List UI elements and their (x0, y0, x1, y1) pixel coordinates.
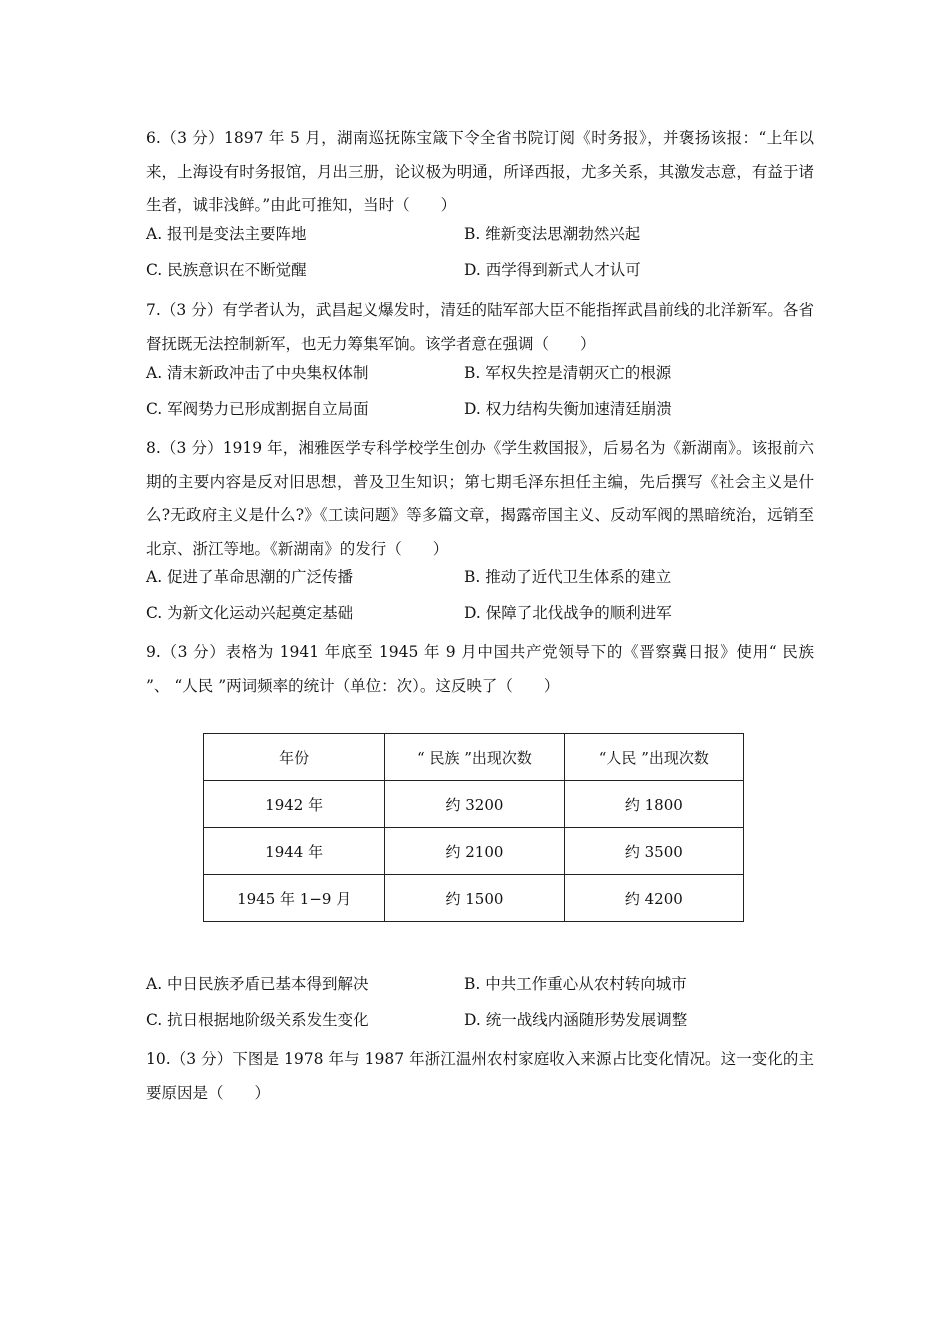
table-row (204, 875, 744, 922)
table-cell: 1944 年 (204, 828, 385, 875)
table-header-minzu: “ 民族 ”出现次数 (385, 734, 564, 781)
table-row (204, 781, 744, 828)
question-8-option-d[interactable]: D. 保障了北伐战争的顺利进军 (464, 604, 672, 622)
question-10-stem: 10.（3 分）下图是 1978 年与 1987 年浙江温州农村家庭收入来源占比变化情况。这一变化的主要原因是（ ） (146, 1050, 814, 1102)
table-cell: 约 3200 (385, 781, 564, 828)
question-9-option-a[interactable]: A. 中日民族矛盾已基本得到解决 (146, 975, 369, 993)
question-6-stem: 6.（3 分）1897 年 5 月，湖南巡抚陈宝箴下令全省书院订阅《时务报》，并褒扬该报：“上年以来，上海设有时务报馆，月出三册，论议极为明通，所译西报，尤多关系，其激发志意，有益于诸生者，诚非浅鲜。”由此可推知，当时（ ） (146, 129, 814, 214)
frequency-table (203, 733, 744, 922)
table-header-row (204, 734, 744, 781)
table-cell: 1942 年 (204, 781, 385, 828)
question-8-option-b[interactable]: B. 推动了近代卫生体系的建立 (464, 568, 672, 586)
table-cell: 约 2100 (385, 828, 564, 875)
table-header-year: 年份 (204, 734, 385, 781)
question-9-stem: 9.（3 分）表格为 1941 年底至 1945 年 9 月中国共产党领导下的《晋察冀日报》使用“ 民族 ”、 “人民 ”两词频率的统计（单位：次）。这反映了（ ） (146, 643, 814, 695)
table-header-renmin: “人民 ”出现次数 (564, 734, 743, 781)
question-7-stem: 7.（3 分）有学者认为，武昌起义爆发时，清廷的陆军部大臣不能指挥武昌前线的北洋新军。各省督抚既无法控制新军，也无力筹集军饷。该学者意在强调（ ） (146, 301, 814, 353)
question-8-option-c[interactable]: C. 为新文化运动兴起奠定基础 (146, 604, 354, 622)
table-cell: 约 3500 (564, 828, 743, 875)
question-8-stem: 8.（3 分）1919 年，湘雅医学专科学校学生创办《学生救国报》，后易名为《新湖南》。该报前六期的主要内容是反对旧思想，普及卫生知识；第七期毛泽东担任主编，先后撰写《社会主义是什么?无政府主义是什么?》《工读问题》等多篇文章，揭露帝国主义、反动军阀的黑暗统治，远销至北京、浙江等地。《新湖南》的发行（ ） (146, 439, 814, 558)
question-7-option-b[interactable]: B. 军权失控是清朝灭亡的根源 (464, 364, 672, 382)
table-cell: 1945 年 1−9 月 (204, 875, 385, 922)
question-6-option-d[interactable]: D. 西学得到新式人才认可 (464, 261, 641, 279)
question-9-option-d[interactable]: D. 统一战线内涵随形势发展调整 (464, 1011, 688, 1029)
question-7-option-d[interactable]: D. 权力结构失衡加速清廷崩溃 (464, 400, 672, 418)
question-6-option-b[interactable]: B. 维新变法思潮勃然兴起 (464, 225, 641, 243)
table-cell: 约 1500 (385, 875, 564, 922)
question-7-option-c[interactable]: C. 军阀势力已形成割据自立局面 (146, 400, 369, 418)
question-9-option-b[interactable]: B. 中共工作重心从农村转向城市 (464, 975, 687, 993)
question-9-option-c[interactable]: C. 抗日根据地阶级关系发生变化 (146, 1011, 369, 1029)
question-6-option-a[interactable]: A. 报刊是变法主要阵地 (146, 225, 307, 243)
table-row (204, 828, 744, 875)
question-6-option-c[interactable]: C. 民族意识在不断觉醒 (146, 261, 307, 279)
table-cell: 约 1800 (564, 781, 743, 828)
question-7-option-a[interactable]: A. 清末新政冲击了中央集权体制 (146, 364, 369, 382)
table-cell: 约 4200 (564, 875, 743, 922)
question-8-option-a[interactable]: A. 促进了革命思潮的广泛传播 (146, 568, 354, 586)
